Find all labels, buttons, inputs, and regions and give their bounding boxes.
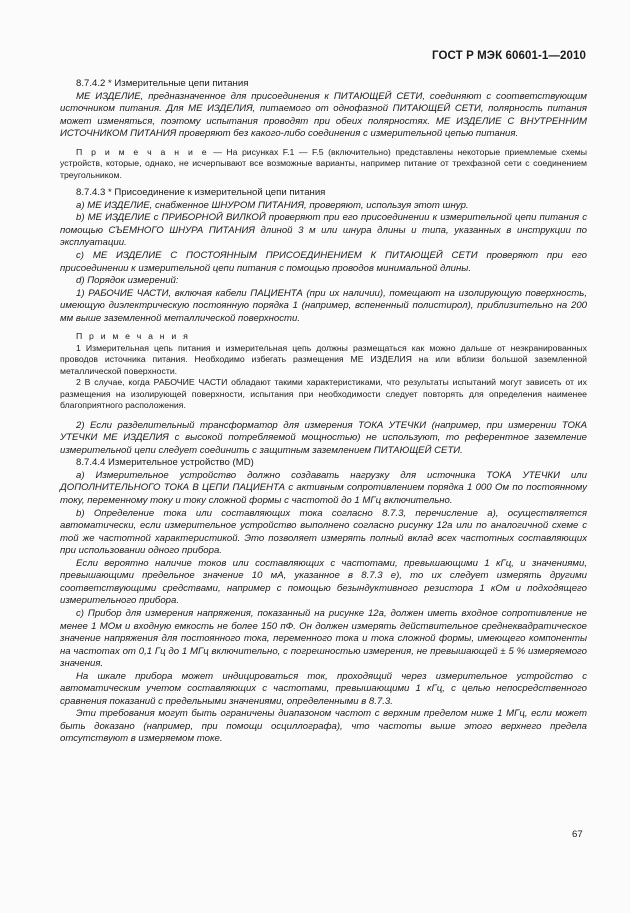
paragraph-item-c: с) МЕ ИЗДЕЛИЕ С ПОСТОЯННЫМ ПРИСОЕДИНЕНИЕМ К ПИТАЮЩЕЙ СЕТИ проверяют при его присоединении к измерительной цепи питания с помощью проводов минимальной длины. [60, 249, 587, 274]
note-1: 1 Измерительная цепь питания и измерительная цепь должны размещаться как можно дальше от неэкранированных проводов источника питания. Необходимо избегать размещения МЕ ИЗДЕЛИЯ на или вблизи большой заземленной металлической поверхности. [60, 342, 587, 376]
page-number: 67 [572, 829, 583, 840]
paragraph-md-b-cont: Если вероятно наличие токов или составляющих с частотами, превышающими 1 кГц, и значениями, превышающими предельное значение 10 мА, указанное в 8.7.3 е), то их следует измерять другими соответствующими средствами, например с помощью безындуктивного резистора 1 кОм и подходящего измерительного прибора. [60, 557, 587, 607]
paragraph-md-c-scale: На шкале прибора может индицироваться ток, проходящий через измерительное устройство с автоматическим учетом составляющих с частотами, превышающими 1 кГц, с целью непосредственного сравнения показаний с предельными значениями, определенными в 8.7.3. [60, 670, 587, 707]
paragraph-md-b: b) Определение тока или составляющих тока согласно 8.7.3, перечисление а), осуществляется автоматически, если измерительное устройство выполнено согласно рисунку 12а или по аналогичной схеме с той же частотной характеристикой. Это позволяет измерять полный вклад всех частотных составляющих при использовании одного прибора. [60, 507, 587, 557]
section-heading-8-7-4-4: 8.7.4.4 Измерительное устройство (MD) [76, 457, 254, 469]
section-heading-8-7-4-3: 8.7.4.3 * Присоединение к измерительной цепи питания [76, 187, 326, 199]
paragraph-md-c: с) Прибор для измерения напряжения, показанный на рисунке 12а, должен иметь входное сопротивление не менее 1 МОм и входную емкость не более 150 пФ. Он должен измерять действительное среднеквадратическое значение напряжения для постоянного тока, переменного тока и тока сложной формы, имеющего компоненты на частотах от 0,1 Гц до 1 МГц включительно, с погрешностью измерения, не превышающей ± 5 % измеряемого значения. [60, 607, 587, 670]
note-label: П р и м е ч а н и е [76, 146, 209, 157]
note-figures [60, 147, 587, 182]
paragraph-item-a: а) МЕ ИЗДЕЛИЕ, снабженное ШНУРОМ ПИТАНИЯ, проверяют, используя этот шнур. [76, 199, 469, 211]
note-text: — На рисунках F.1 — F.5 (включительно) представлены некоторые приемлемые схемы устройств, которые, однако, не исчерпывают все возможные варианты, например питание от трехфазной сети с соединением треугольником. [60, 146, 587, 180]
paragraph-md-c-limit: Эти требования могут быть ограничены диапазоном частот с верхним пределом ниже 1 МГц, если может быть доказано (например, при помощи осциллографа), что частоты выше этого верхнего предела отсутствуют в измеряемом токе. [60, 708, 587, 745]
standard-header: ГОСТ Р МЭК 60601-1—2010 [432, 50, 586, 62]
paragraph-item-b: b) МЕ ИЗДЕЛИЕ с ПРИБОРНОЙ ВИЛКОЙ проверяют при его присоединении к измерительной цепи питания с помощью СЪЕМНОГО ШНУРА ПИТАНИЯ длиной 3 м или шнура длины и типа, указанных в инструкции по эксплуатации. [60, 212, 587, 249]
paragraph-step-1: 1) РАБОЧИЕ ЧАСТИ, включая кабели ПАЦИЕНТА (при их наличии), помещают на изолирующую поверхность, имеющую диэлектрическую постоянную порядка 1 (например, вспененный полистирол), приблизительно на 200 мм выше заземленной металлической поверхности. [60, 287, 587, 324]
paragraph-md-a: а) Измерительное устройство должно создавать нагрузку для источника ТОКА УТЕЧКИ или ДОПОЛНИТЕЛЬНОГО ТОКА В ЦЕПИ ПАЦИЕНТА с активным сопротивлением порядка 1 000 Ом по постоянному току, переменному току и току сложной формы с частотой до 1 МГц включительно. [60, 469, 587, 507]
document-body [60, 78, 587, 746]
notes-heading: П р и м е ч а н и я [76, 331, 190, 342]
paragraph-power-supply: МЕ ИЗДЕЛИЕ, предназначенное для присоединения к ПИТАЮЩЕЙ СЕТИ, соединяют с соответствующим источником питания. Для МЕ ИЗДЕЛИЯ, питаемого от однофазной ПИТАЮЩЕЙ СЕТИ, полярность питания может изменяться, поэтому испытания проводят при обеих полярностях. МЕ ИЗДЕЛИЕ С ВНУТРЕННИМ ИСТОЧНИКОМ ПИТАНИЯ проверяют без какого-либо соединения с измерительной цепью питания. [60, 90, 587, 140]
paragraph-step-2: 2) Если разделительный трансформатор для измерения ТОКА УТЕЧКИ (например, при измерении ТОКА УТЕЧКИ МЕ ИЗДЕЛИЯ с высокой потребляемой мощностью) не используют, то референтное заземление измерительной цепи следует соединить с защитным заземлением ПИТАЮЩЕЙ СЕТИ. [60, 419, 587, 456]
section-heading-8-7-4-2: 8.7.4.2 * Измерительные цепи питания [76, 78, 249, 89]
note-2: 2 В случае, когда РАБОЧИЕ ЧАСТИ обладают такими характеристиками, что результаты испытаний могут зависеть от их размещения на изолирующей поверхности, испытания при необходимости следует повторять для определения наименее благоприятного расположения. [60, 377, 587, 411]
paragraph-item-d: d) Порядок измерений: [76, 275, 179, 287]
